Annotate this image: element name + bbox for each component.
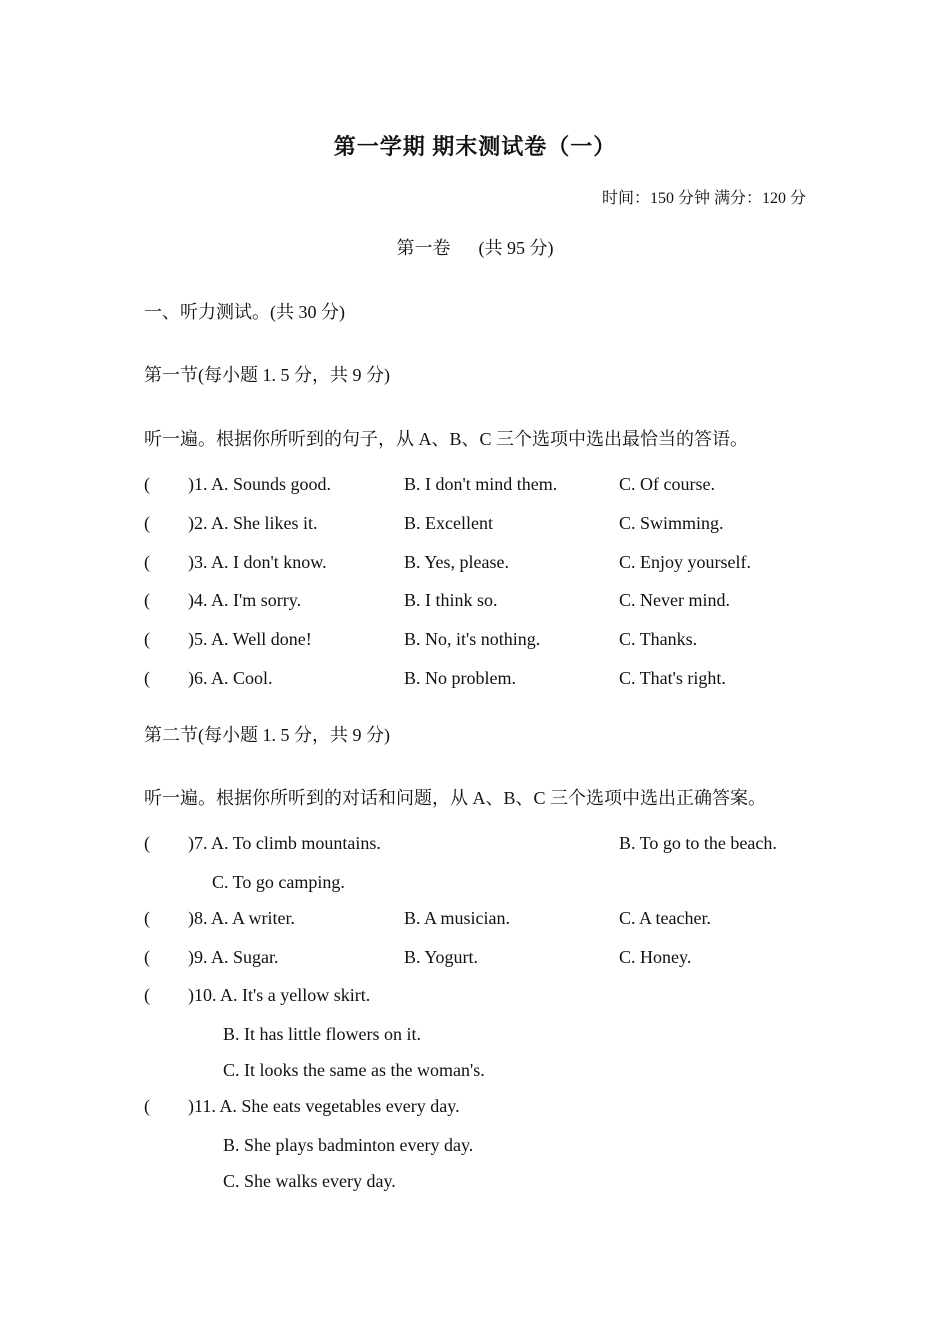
option-b: B. Yes, please.: [404, 552, 510, 572]
option-a: )8. A. A writer.: [188, 908, 295, 928]
option-b: B. No, it's nothing.: [404, 629, 541, 649]
option-a: )11. A. She eats vegetables every day.: [188, 1096, 460, 1116]
option-c: C. Honey.: [619, 947, 692, 967]
option-a: )1. A. Sounds good.: [188, 474, 332, 494]
option-b: B. Yogurt.: [404, 947, 479, 967]
exam-title: 第一学期 期末测试卷（一）: [333, 134, 617, 159]
option-b: B. It has little flowers on it.: [223, 1024, 421, 1044]
exam-time-score: 时间：150 分钟 满分：120 分: [601, 190, 806, 207]
option-a: )4. A. I'm sorry.: [188, 590, 302, 610]
option-c: C. Enjoy yourself.: [619, 552, 751, 572]
option-c: C. Never mind.: [619, 590, 730, 610]
answer-paren[interactable]: (: [144, 908, 150, 928]
answer-paren[interactable]: (: [144, 513, 150, 533]
answer-paren[interactable]: (: [144, 833, 150, 853]
part-label: 第一卷: [396, 238, 451, 258]
option-c: C. She walks every day.: [223, 1171, 396, 1191]
option-b: B. She plays badminton every day.: [223, 1135, 474, 1155]
subsection-1-instruction: 听一遍。根据你所听到的句子，从 A、B、C 三个选项中选出最恰当的答语。: [144, 429, 749, 449]
answer-paren[interactable]: (: [144, 1096, 150, 1116]
option-a: )10. A. It's a yellow skirt.: [188, 985, 371, 1005]
option-a: )3. A. I don't know.: [188, 552, 327, 572]
option-a: )5. A. Well done!: [188, 629, 312, 649]
answer-paren[interactable]: (: [144, 947, 150, 967]
option-c: C. Thanks.: [619, 629, 698, 649]
option-a: )2. A. She likes it.: [188, 513, 318, 533]
option-b: B. A musician.: [404, 908, 511, 928]
answer-paren[interactable]: (: [144, 474, 150, 494]
section-listening-title: 一、听力测试。(共 30 分): [144, 302, 345, 322]
option-c: C. It looks the same as the woman's.: [223, 1060, 485, 1080]
option-a: )6. A. Cool.: [188, 668, 273, 688]
option-c: C. To go camping.: [212, 872, 345, 892]
option-c: C. Swimming.: [619, 513, 724, 533]
answer-paren[interactable]: (: [144, 552, 150, 572]
answer-paren[interactable]: (: [144, 985, 150, 1005]
option-c: C. A teacher.: [619, 908, 711, 928]
subsection-2-title: 第二节(每小题 1. 5 分，共 9 分): [144, 725, 390, 745]
answer-paren[interactable]: (: [144, 668, 150, 688]
option-c: C. Of course.: [619, 474, 715, 494]
subsection-1-title: 第一节(每小题 1. 5 分，共 9 分): [144, 365, 390, 385]
answer-paren[interactable]: (: [144, 590, 150, 610]
part-score: (共 95 分): [478, 238, 554, 258]
option-b: B. No problem.: [404, 668, 516, 688]
option-b: B. To go to the beach.: [619, 833, 777, 853]
option-b: B. I don't mind them.: [404, 474, 558, 494]
option-b: B. I think so.: [404, 590, 498, 610]
option-a: )9. A. Sugar.: [188, 947, 279, 967]
option-b: B. Excellent: [404, 513, 493, 533]
part-heading: [0, 234, 950, 260]
answer-paren[interactable]: (: [144, 629, 150, 649]
subsection-2-instruction: 听一遍。根据你所听到的对话和问题，从 A、B、C 三个选项中选出正确答案。: [144, 788, 767, 808]
option-a: )7. A. To climb mountains.: [188, 833, 381, 853]
option-c: C. That's right.: [619, 668, 726, 688]
